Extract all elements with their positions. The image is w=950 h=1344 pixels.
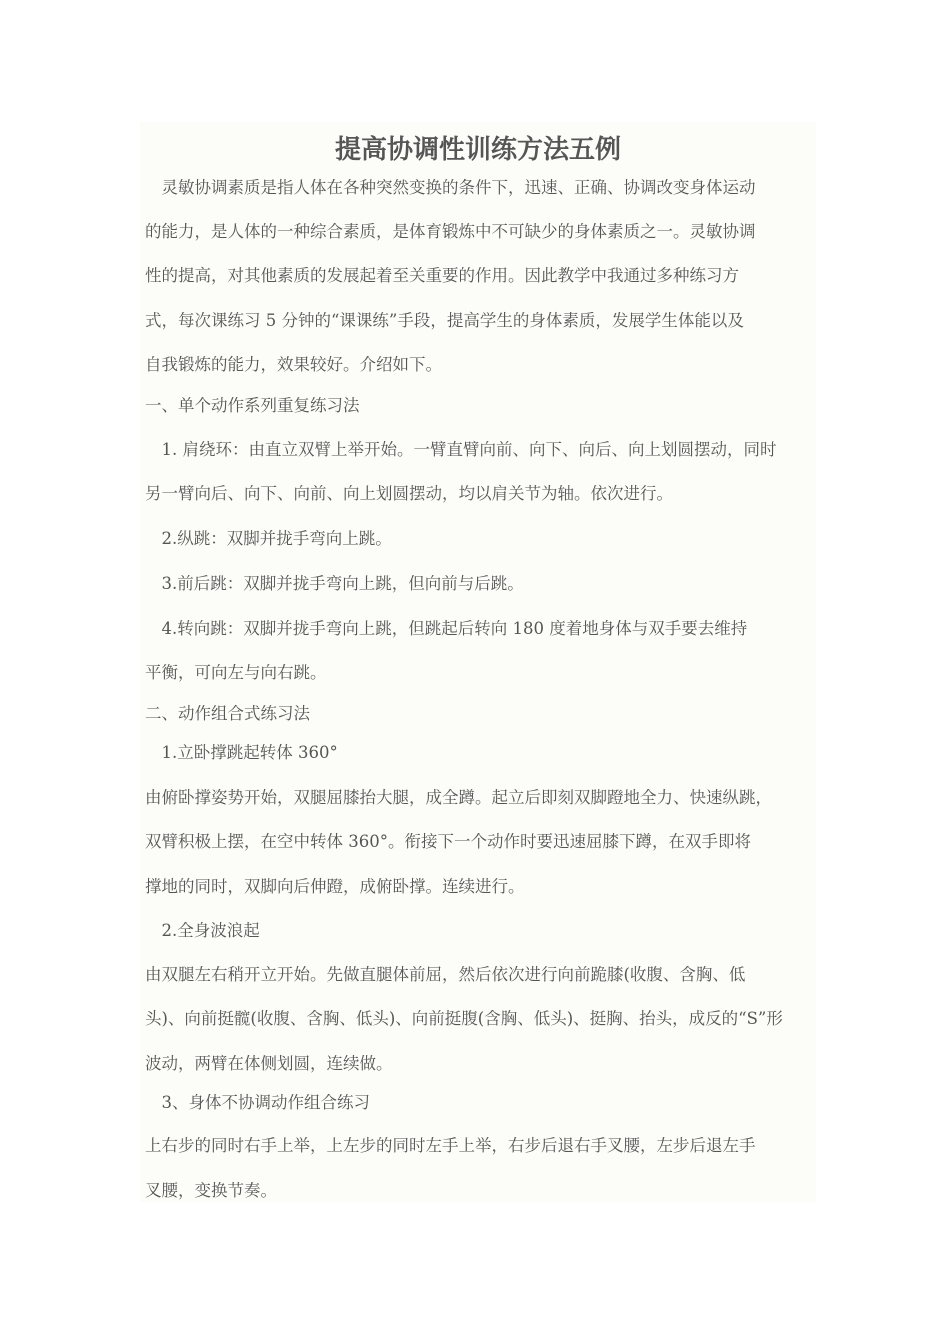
paragraph-line: 上右步的同时右手上举，上左步的同时左手上举，右步后退右手叉腰，左步后退左手 [145, 1136, 756, 1155]
paragraph-line: 头)、向前挺髋(收腹、含胸、低头)、向前挺腹(含胸、低头)、挺胸、抬头，成反的“S”形 [145, 1009, 783, 1028]
paragraph-line: 波动，两臂在体侧划圆，连续做。 [145, 1054, 393, 1073]
subsection-heading: 2.全身波浪起 [145, 921, 260, 940]
paragraph-line: 双臂积极上摆，在空中转体 360°。衔接下一个动作时要迅速屈膝下蹲，在双手即将 [145, 832, 751, 851]
paragraph-line: 灵敏协调素质是指人体在各种突然变换的条件下，迅速、正确、协调改变身体运动 [145, 178, 756, 197]
paragraph-line: 式，每次课练习 5 分钟的“课课练”手段，提高学生的身体素质，发展学生体能以及 [145, 311, 744, 330]
paragraph-line: 由双腿左右稍开立开始。先做直腿体前屈，然后依次进行向前跪膝(收腹、含胸、低 [145, 965, 746, 984]
section-heading: 一、单个动作系列重复练习法 [145, 396, 360, 415]
subsection-heading: 3、身体不协调动作组合练习 [145, 1093, 370, 1112]
subsection-heading: 1.立卧撑跳起转体 360° [145, 743, 338, 762]
document-body [140, 122, 816, 1202]
paragraph-line: 叉腰，变换节奏。 [145, 1181, 277, 1200]
paragraph-line: 1. 肩绕环：由直立双臂上举开始。一臂直臂向前、向下、向后、向上划圆摆动，同时 [145, 440, 777, 459]
paragraph-line: 性的提高，对其他素质的发展起着至关重要的作用。因此教学中我通过多种练习方 [145, 266, 739, 285]
document-title: 提高协调性训练方法五例 [334, 135, 621, 165]
paragraph-line: 撑地的同时，双脚向后伸蹬，成俯卧撑。连续进行。 [145, 877, 525, 896]
paragraph-line: 自我锻炼的能力，效果较好。介绍如下。 [145, 355, 442, 374]
paragraph-line: 2.纵跳：双脚并拢手弯向上跳。 [145, 529, 392, 548]
section-heading: 二、动作组合式练习法 [145, 704, 310, 723]
paragraph-line: 4.转向跳：双脚并拢手弯向上跳，但跳起后转向 180 度着地身体与双手要去维持 [145, 619, 748, 638]
paragraph-line: 的能力，是人体的一种综合素质，是体育锻炼中不可缺少的身体素质之一。灵敏协调 [145, 222, 756, 241]
paragraph-line: 由俯卧撑姿势开始，双腿屈膝抬大腿，成全蹲。起立后即刻双脚蹬地全力、快速纵跳， [145, 788, 772, 807]
paragraph-line: 3.前后跳：双脚并拢手弯向上跳，但向前与后跳。 [145, 574, 524, 593]
paragraph-line: 平衡，可向左与向右跳。 [145, 663, 327, 682]
paragraph-line: 另一臂向后、向下、向前、向上划圆摆动，均以肩关节为轴。依次进行。 [145, 484, 673, 503]
